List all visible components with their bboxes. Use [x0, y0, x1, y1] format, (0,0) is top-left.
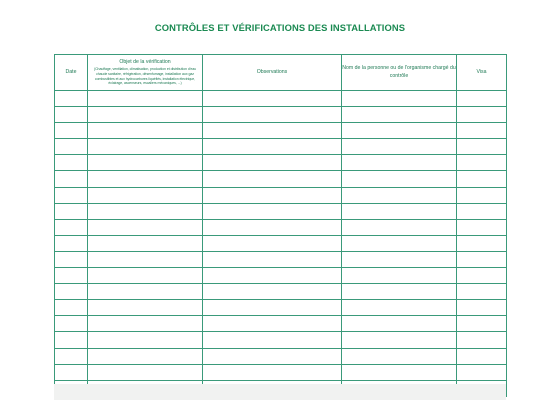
table-body — [55, 91, 507, 397]
cell-date — [55, 155, 88, 171]
table-row — [55, 348, 507, 364]
cell-nom — [342, 300, 457, 316]
cell-objet — [88, 139, 203, 155]
cell-date — [55, 364, 88, 380]
cell-observations — [203, 155, 342, 171]
cell-nom — [342, 219, 457, 235]
table-row — [55, 219, 507, 235]
table-row — [55, 123, 507, 139]
cell-objet — [88, 316, 203, 332]
cell-date — [55, 251, 88, 267]
cell-nom — [342, 107, 457, 123]
cell-nom — [342, 251, 457, 267]
cell-objet — [88, 268, 203, 284]
cell-visa — [457, 203, 507, 219]
cell-date — [55, 268, 88, 284]
cell-observations — [203, 219, 342, 235]
cell-visa — [457, 332, 507, 348]
cell-nom — [342, 332, 457, 348]
table-row — [55, 91, 507, 107]
cell-observations — [203, 123, 342, 139]
table-row — [55, 155, 507, 171]
table-row — [55, 284, 507, 300]
cell-date — [55, 300, 88, 316]
page-bottom-band — [54, 384, 506, 400]
table-row — [55, 187, 507, 203]
cell-nom — [342, 316, 457, 332]
table-row — [55, 203, 507, 219]
cell-observations — [203, 171, 342, 187]
cell-objet — [88, 171, 203, 187]
cell-objet — [88, 332, 203, 348]
column-header-visa: Visa — [457, 55, 507, 91]
cell-nom — [342, 155, 457, 171]
column-header-objet-title: Objet de la vérification — [119, 59, 171, 66]
cell-visa — [457, 219, 507, 235]
cell-date — [55, 91, 88, 107]
cell-nom — [342, 284, 457, 300]
cell-visa — [457, 316, 507, 332]
cell-nom — [342, 123, 457, 139]
cell-observations — [203, 107, 342, 123]
cell-date — [55, 348, 88, 364]
cell-date — [55, 123, 88, 139]
column-header-objet — [88, 55, 203, 91]
cell-visa — [457, 235, 507, 251]
cell-observations — [203, 235, 342, 251]
cell-visa — [457, 171, 507, 187]
cell-nom — [342, 139, 457, 155]
cell-date — [55, 284, 88, 300]
cell-observations — [203, 316, 342, 332]
cell-date — [55, 203, 88, 219]
cell-visa — [457, 364, 507, 380]
cell-visa — [457, 284, 507, 300]
table-header-row — [55, 55, 507, 91]
cell-date — [55, 139, 88, 155]
cell-visa — [457, 139, 507, 155]
cell-nom — [342, 268, 457, 284]
column-header-objet-description: (Chauffage, ventilation, climatisation, production et distribution d'eau chaude sanitaire, réfrigération, désenfumage, installation aux gaz combustibles et aux hydrocarbures liquéfiés, installation électrique, éclairage, ascenseurs, escaliers mécaniques, ...) — [93, 67, 197, 86]
cell-visa — [457, 268, 507, 284]
cell-objet — [88, 123, 203, 139]
cell-date — [55, 316, 88, 332]
cell-objet — [88, 235, 203, 251]
cell-nom — [342, 235, 457, 251]
cell-visa — [457, 251, 507, 267]
cell-observations — [203, 91, 342, 107]
cell-nom — [342, 187, 457, 203]
cell-visa — [457, 91, 507, 107]
cell-objet — [88, 219, 203, 235]
cell-observations — [203, 139, 342, 155]
inspection-log-table — [54, 54, 507, 397]
cell-observations — [203, 348, 342, 364]
table-row — [55, 251, 507, 267]
cell-objet — [88, 187, 203, 203]
table-row — [55, 139, 507, 155]
column-header-date: Date — [55, 55, 88, 91]
table-row — [55, 300, 507, 316]
cell-objet — [88, 155, 203, 171]
cell-visa — [457, 348, 507, 364]
cell-objet — [88, 300, 203, 316]
cell-observations — [203, 300, 342, 316]
table-row — [55, 364, 507, 380]
cell-observations — [203, 332, 342, 348]
page-title: CONTRÔLES ET VÉRIFICATIONS DES INSTALLATIONS — [154, 22, 406, 33]
cell-objet — [88, 203, 203, 219]
cell-observations — [203, 251, 342, 267]
cell-date — [55, 219, 88, 235]
table-row — [55, 316, 507, 332]
cell-visa — [457, 187, 507, 203]
cell-visa — [457, 300, 507, 316]
cell-visa — [457, 123, 507, 139]
cell-observations — [203, 268, 342, 284]
table-row — [55, 332, 507, 348]
cell-nom — [342, 364, 457, 380]
column-header-nom: Nom de la personne ou de l'organisme chargé du contrôle — [342, 55, 457, 91]
table-row — [55, 235, 507, 251]
table-row — [55, 107, 507, 123]
cell-objet — [88, 348, 203, 364]
cell-objet — [88, 107, 203, 123]
cell-date — [55, 332, 88, 348]
cell-observations — [203, 203, 342, 219]
cell-observations — [203, 187, 342, 203]
cell-visa — [457, 107, 507, 123]
column-header-observations: Observations — [203, 55, 342, 91]
cell-objet — [88, 91, 203, 107]
cell-observations — [203, 364, 342, 380]
cell-date — [55, 107, 88, 123]
cell-nom — [342, 171, 457, 187]
cell-objet — [88, 284, 203, 300]
cell-nom — [342, 91, 457, 107]
cell-date — [55, 187, 88, 203]
cell-objet — [88, 364, 203, 380]
cell-visa — [457, 155, 507, 171]
cell-observations — [203, 284, 342, 300]
cell-objet — [88, 251, 203, 267]
cell-date — [55, 171, 88, 187]
table-row — [55, 171, 507, 187]
cell-nom — [342, 348, 457, 364]
table-row — [55, 268, 507, 284]
cell-nom — [342, 203, 457, 219]
cell-date — [55, 235, 88, 251]
